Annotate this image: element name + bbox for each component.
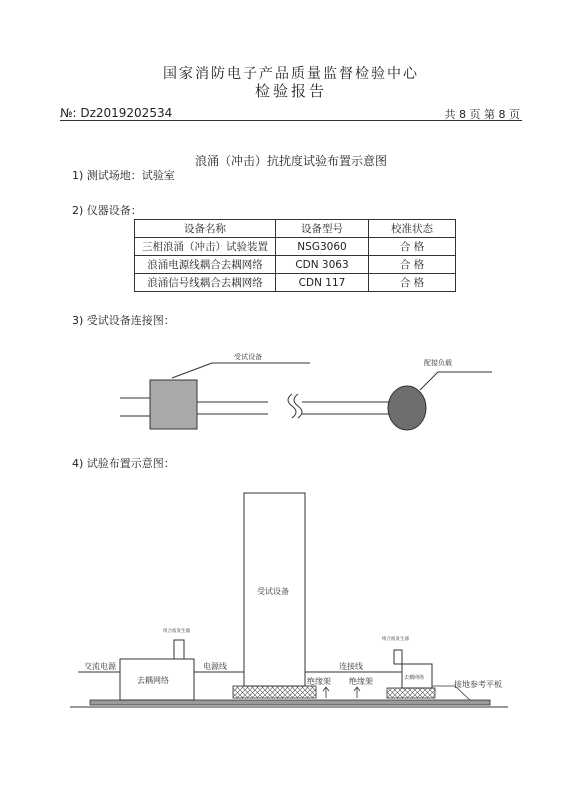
section-connection: 3) 受试设备连接图： xyxy=(72,314,175,327)
table-cell: 三相浪涌（冲击）试验装置 xyxy=(135,238,276,256)
left-generator-label: 组合波发生器 xyxy=(163,629,190,634)
table-cell: 合 格 xyxy=(369,238,456,256)
report-title: 检验报告 xyxy=(254,82,327,100)
table-header-cell: 设备型号 xyxy=(276,220,369,238)
table-cell: 合 格 xyxy=(369,256,456,274)
page-info: 共 8 页 第 8 页 xyxy=(444,108,520,121)
insulator-left-label: 绝缘架 xyxy=(307,677,331,686)
table-header-cell: 校准状态 xyxy=(369,220,456,238)
right-generator-label: 组合波发生器 xyxy=(382,637,409,642)
power-line-label: 电源线 xyxy=(203,662,227,671)
report-number: №: Dz2019202534 xyxy=(60,106,173,120)
connection-line-label: 连接线 xyxy=(339,662,363,671)
right-cdn-insulator xyxy=(387,688,435,698)
table-cell: NSG3060 xyxy=(276,238,369,256)
left-generator-box xyxy=(174,640,184,659)
ground-plane-label: 接地参考平板 xyxy=(454,680,502,689)
org-title: 国家消防电子产品质量监督检验中心 xyxy=(163,66,419,82)
table-cell: 合 格 xyxy=(369,274,456,292)
section-layout: 4) 试验布置示意图： xyxy=(72,457,175,470)
content-title: 浪涌（冲击）抗扰度试验布置示意图 xyxy=(194,154,387,168)
eut-label: 受试设备 xyxy=(234,353,262,361)
ground-plane xyxy=(90,700,490,705)
section-test-site: 1) 测试场地：试验室 xyxy=(72,169,175,182)
table-cell: CDN 3063 xyxy=(276,256,369,274)
table-cell: CDN 117 xyxy=(276,274,369,292)
table-cell: 浪涌信号线耦合去耦网络 xyxy=(135,274,276,292)
right-cdn-label: 去耦网络 xyxy=(404,675,425,681)
load-label: 配接负载 xyxy=(424,359,452,367)
eut-insulator xyxy=(233,686,316,698)
table-cell: 浪涌电源线耦合去耦网络 xyxy=(135,256,276,274)
left-cdn-label: 去耦网络 xyxy=(137,676,169,685)
section-equipment: 2) 仪器设备： xyxy=(72,204,142,217)
eut-cabinet-label: 受试设备 xyxy=(257,587,289,596)
table-header-cell: 设备名称 xyxy=(135,220,276,238)
insulator-right-label: 绝缘架 xyxy=(349,677,373,686)
ac-power-label: 交流电源 xyxy=(84,662,116,671)
right-generator-box xyxy=(394,650,402,664)
